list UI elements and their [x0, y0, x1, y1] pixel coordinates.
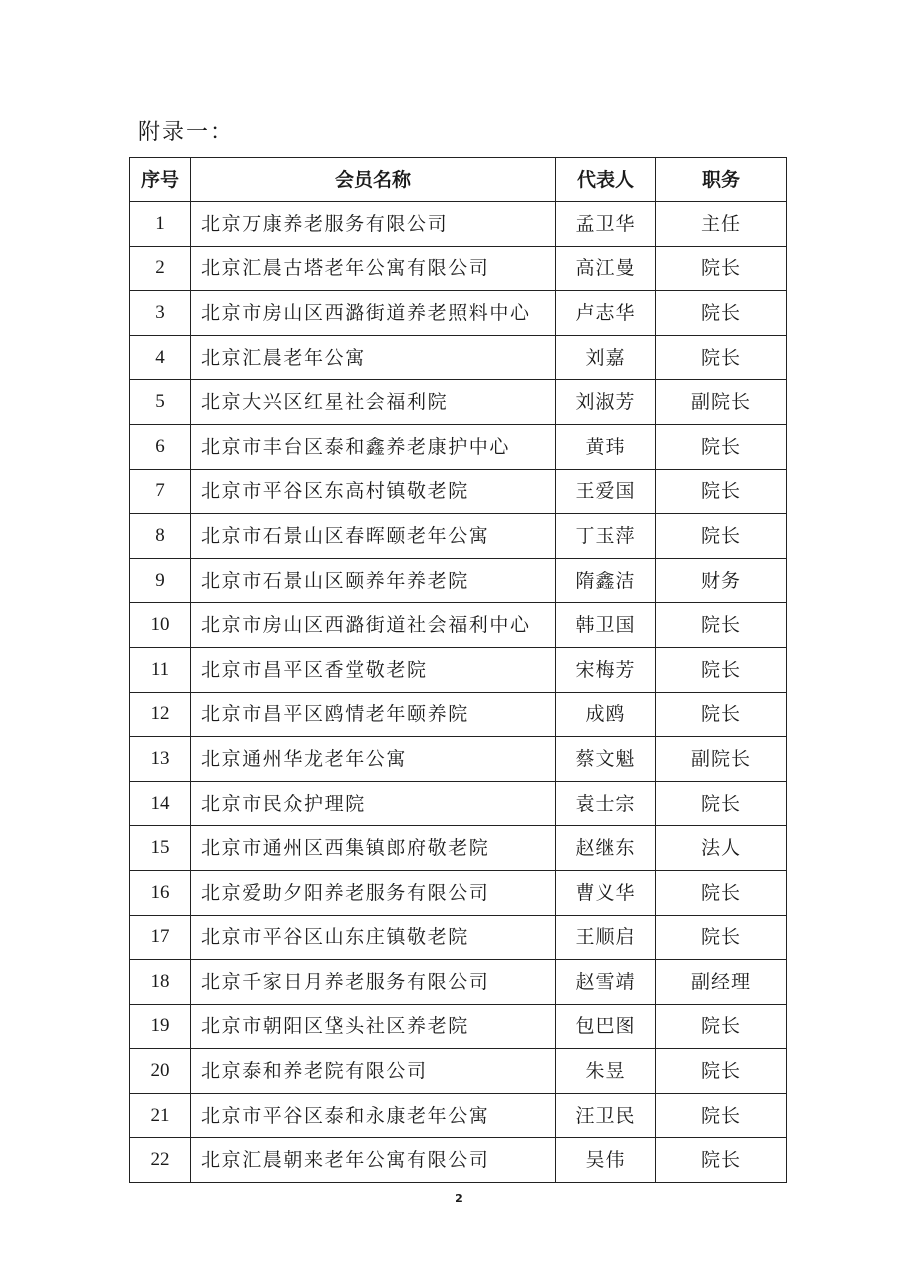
cell-serial-number: 19: [130, 1004, 191, 1049]
cell-position: 院长: [656, 469, 787, 514]
cell-representative: 曹义华: [556, 870, 656, 915]
cell-serial-number: 12: [130, 692, 191, 737]
cell-position: 副院长: [656, 737, 787, 782]
cell-member-name: 北京市平谷区山东庄镇敬老院: [191, 915, 556, 960]
member-table-body: [130, 202, 787, 1183]
cell-representative: 宋梅芳: [556, 647, 656, 692]
cell-representative: 隋鑫洁: [556, 558, 656, 603]
table-row: [130, 514, 787, 559]
cell-serial-number: 9: [130, 558, 191, 603]
table-row: [130, 1138, 787, 1183]
cell-serial-number: 8: [130, 514, 191, 559]
cell-serial-number: 7: [130, 469, 191, 514]
cell-representative: 丁玉萍: [556, 514, 656, 559]
cell-serial-number: 11: [130, 647, 191, 692]
cell-serial-number: 21: [130, 1093, 191, 1138]
table-row: [130, 647, 787, 692]
table-row: [130, 1093, 787, 1138]
cell-position: 院长: [656, 335, 787, 380]
cell-representative: 刘淑芳: [556, 380, 656, 425]
table-row: [130, 424, 787, 469]
cell-representative: 成鸥: [556, 692, 656, 737]
cell-serial-number: 18: [130, 960, 191, 1005]
table-row: [130, 737, 787, 782]
table-row: [130, 1004, 787, 1049]
cell-representative: 袁士宗: [556, 781, 656, 826]
cell-member-name: 北京泰和养老院有限公司: [191, 1049, 556, 1094]
cell-member-name: 北京市朝阳区垡头社区养老院: [191, 1004, 556, 1049]
table-row: [130, 692, 787, 737]
table-row: [130, 202, 787, 247]
cell-member-name: 北京市民众护理院: [191, 781, 556, 826]
appendix-heading: 附录一：: [138, 120, 235, 145]
table-row: [130, 870, 787, 915]
cell-member-name: 北京汇晨朝来老年公寓有限公司: [191, 1138, 556, 1183]
table-row: [130, 960, 787, 1005]
header-member-name: 会员名称: [191, 158, 556, 202]
cell-member-name: 北京万康养老服务有限公司: [191, 202, 556, 247]
cell-representative: 王顺启: [556, 915, 656, 960]
page-number: 2: [455, 1192, 463, 1205]
table-row: [130, 826, 787, 871]
cell-serial-number: 13: [130, 737, 191, 782]
cell-representative: 吴伟: [556, 1138, 656, 1183]
table-row: [130, 246, 787, 291]
cell-serial-number: 6: [130, 424, 191, 469]
cell-serial-number: 16: [130, 870, 191, 915]
cell-position: 院长: [656, 781, 787, 826]
cell-position: 财务: [656, 558, 787, 603]
cell-serial-number: 1: [130, 202, 191, 247]
header-row: [130, 158, 787, 202]
cell-serial-number: 3: [130, 291, 191, 336]
cell-serial-number: 10: [130, 603, 191, 648]
header-representative: 代表人: [556, 158, 656, 202]
cell-position: 院长: [656, 1138, 787, 1183]
cell-member-name: 北京通州华龙老年公寓: [191, 737, 556, 782]
cell-member-name: 北京市平谷区东高村镇敬老院: [191, 469, 556, 514]
cell-serial-number: 22: [130, 1138, 191, 1183]
cell-serial-number: 4: [130, 335, 191, 380]
cell-representative: 刘嘉: [556, 335, 656, 380]
cell-representative: 汪卫民: [556, 1093, 656, 1138]
cell-member-name: 北京市石景山区颐养年养老院: [191, 558, 556, 603]
member-table-header: [130, 158, 787, 202]
cell-position: 法人: [656, 826, 787, 871]
header-serial-number: 序号: [130, 158, 191, 202]
cell-position: 副经理: [656, 960, 787, 1005]
cell-member-name: 北京市房山区西潞街道养老照料中心: [191, 291, 556, 336]
table-row: [130, 558, 787, 603]
cell-position: 主任: [656, 202, 787, 247]
table-row: [130, 380, 787, 425]
cell-serial-number: 15: [130, 826, 191, 871]
cell-member-name: 北京汇晨老年公寓: [191, 335, 556, 380]
cell-position: 院长: [656, 647, 787, 692]
cell-position: 副院长: [656, 380, 787, 425]
cell-position: 院长: [656, 603, 787, 648]
table-row: [130, 335, 787, 380]
table-row: [130, 1049, 787, 1094]
cell-serial-number: 5: [130, 380, 191, 425]
member-table: [129, 157, 787, 1183]
cell-serial-number: 17: [130, 915, 191, 960]
cell-position: 院长: [656, 246, 787, 291]
cell-serial-number: 2: [130, 246, 191, 291]
cell-position: 院长: [656, 870, 787, 915]
cell-representative: 朱昱: [556, 1049, 656, 1094]
cell-representative: 王爱国: [556, 469, 656, 514]
cell-position: 院长: [656, 514, 787, 559]
cell-representative: 蔡文魁: [556, 737, 656, 782]
cell-representative: 高江曼: [556, 246, 656, 291]
cell-position: 院长: [656, 1049, 787, 1094]
cell-member-name: 北京市平谷区泰和永康老年公寓: [191, 1093, 556, 1138]
cell-representative: 韩卫国: [556, 603, 656, 648]
cell-representative: 卢志华: [556, 291, 656, 336]
cell-serial-number: 14: [130, 781, 191, 826]
table-row: [130, 603, 787, 648]
cell-member-name: 北京市丰台区泰和鑫养老康护中心: [191, 424, 556, 469]
cell-position: 院长: [656, 1093, 787, 1138]
cell-member-name: 北京市房山区西潞街道社会福利中心: [191, 603, 556, 648]
cell-representative: 包巴图: [556, 1004, 656, 1049]
table-row: [130, 781, 787, 826]
table-row: [130, 915, 787, 960]
table-row: [130, 291, 787, 336]
cell-position: 院长: [656, 915, 787, 960]
cell-representative: 黄玮: [556, 424, 656, 469]
cell-representative: 赵雪靖: [556, 960, 656, 1005]
cell-position: 院长: [656, 692, 787, 737]
cell-member-name: 北京千家日月养老服务有限公司: [191, 960, 556, 1005]
cell-member-name: 北京爱助夕阳养老服务有限公司: [191, 870, 556, 915]
cell-representative: 赵继东: [556, 826, 656, 871]
cell-position: 院长: [656, 1004, 787, 1049]
cell-serial-number: 20: [130, 1049, 191, 1094]
header-position: 职务: [656, 158, 787, 202]
table-row: [130, 469, 787, 514]
cell-representative: 孟卫华: [556, 202, 656, 247]
cell-member-name: 北京大兴区红星社会福利院: [191, 380, 556, 425]
cell-position: 院长: [656, 291, 787, 336]
cell-member-name: 北京市昌平区鸥情老年颐养院: [191, 692, 556, 737]
cell-position: 院长: [656, 424, 787, 469]
cell-member-name: 北京汇晨古塔老年公寓有限公司: [191, 246, 556, 291]
cell-member-name: 北京市通州区西集镇郎府敬老院: [191, 826, 556, 871]
cell-member-name: 北京市石景山区春晖颐老年公寓: [191, 514, 556, 559]
cell-member-name: 北京市昌平区香堂敬老院: [191, 647, 556, 692]
